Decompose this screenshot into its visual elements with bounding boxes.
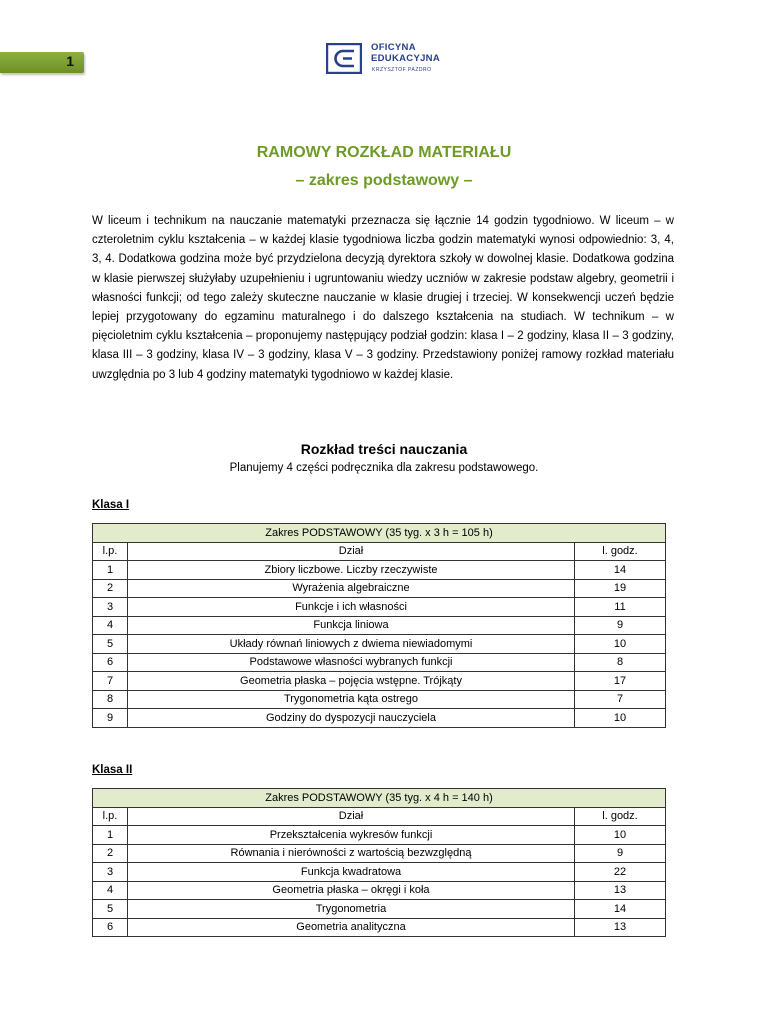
- cell-godz: 8: [575, 653, 666, 672]
- header-lp: l.p.: [93, 542, 128, 561]
- cell-lp: 7: [93, 672, 128, 691]
- table-row: [93, 900, 666, 919]
- table-row: [93, 672, 666, 691]
- table-row: [93, 881, 666, 900]
- klasa-2-table: [92, 788, 666, 937]
- cell-dzial: Geometria płaska – okręgi i koła: [128, 881, 575, 900]
- table-row: [93, 709, 666, 728]
- cell-dzial: Funkcje i ich własności: [128, 598, 575, 617]
- section-subheading: Planujemy 4 części podręcznika dla zakresu podstawowego.: [229, 462, 539, 474]
- cell-dzial: Godziny do dyspozycji nauczyciela: [128, 709, 575, 728]
- table-row: [93, 826, 666, 845]
- cell-lp: 5: [93, 635, 128, 654]
- table-row: [93, 653, 666, 672]
- cell-godz: 14: [575, 561, 666, 580]
- cell-godz: 9: [575, 616, 666, 635]
- table-row: [93, 863, 666, 882]
- table-row: [93, 690, 666, 709]
- cell-dzial: Podstawowe własności wybranych funkcji: [128, 653, 575, 672]
- cell-lp: 9: [93, 709, 128, 728]
- header-lp: l.p.: [93, 807, 128, 826]
- cell-dzial: Wyrażenia algebraiczne: [128, 579, 575, 598]
- intro-paragraph: W liceum i technikum na nauczanie matematyki przeznacza się łącznie 14 godzin tygodniowo. W liceum – w czteroletnim cyklu kształcenia – w każdej klasie tygodniowa liczba godzin matematyki wynosi odpowiednio: 3, 4, 3, 4. Dodatkowa godzina może być przydzielona decyzją dyrektora szkoły w dowolnej klasie. Dodatkowa godzina w klasie pierwszej służyłaby uzupełnieniu i ugruntowaniu wiedzy uczniów w zakresie podstaw algebry, geometrii i własności funkcji; od tego zależy skuteczne nauczanie w klasie drugiej i trzeciej. W konsekwencji uczeń będzie lepiej przygotowany do egzaminu maturalnego i do dalszego kształcenia na studiach. W technikum – w pięcioletnim cyklu kształcenia – proponujemy następujący podział godzin: klasa I – 2 godziny, klasa II – 3 godziny, klasa III – 3 godziny, klasa IV – 3 godziny, klasa V – 3 godziny. Przedstawiony poniżej ramowy rozkład materiału uwzględnia po 3 lub 4 godziny matematyki tygodniowo w każdej klasie.: [92, 215, 674, 381]
- header-godz: l. godz.: [575, 542, 666, 561]
- table-row: [93, 844, 666, 863]
- table-row: [93, 579, 666, 598]
- page-number: 1: [66, 53, 74, 69]
- cell-dzial: Geometria płaska – pojęcia wstępne. Trójkąty: [128, 672, 575, 691]
- klasa-1-table: [92, 523, 666, 728]
- cell-lp: 3: [93, 598, 128, 617]
- page-number-tab: [0, 52, 84, 73]
- document-subtitle: – zakres podstawowy –: [295, 172, 473, 189]
- klasa-2-label: Klasa II: [92, 764, 133, 776]
- logo-line-1: OFICYNA: [371, 42, 416, 53]
- cell-lp: 2: [93, 844, 128, 863]
- table-row: [93, 616, 666, 635]
- table-row: [93, 918, 666, 937]
- cell-lp: 4: [93, 881, 128, 900]
- cell-godz: 9: [575, 844, 666, 863]
- logo-line-3: KRZYSZTOF PAZDRO: [372, 67, 432, 73]
- table-row: [93, 561, 666, 580]
- cell-godz: 10: [575, 635, 666, 654]
- cell-lp: 2: [93, 579, 128, 598]
- cell-godz: 10: [575, 709, 666, 728]
- cell-lp: 8: [93, 690, 128, 709]
- logo-oe-icon: [326, 43, 362, 74]
- table-caption: Zakres PODSTAWOWY (35 tyg. x 3 h = 105 h): [93, 524, 666, 543]
- cell-lp: 6: [93, 653, 128, 672]
- cell-lp: 5: [93, 900, 128, 919]
- cell-dzial: Równania i nierówności z wartością bezwzględną: [128, 844, 575, 863]
- cell-dzial: Układy równań liniowych z dwiema niewiadomymi: [128, 635, 575, 654]
- cell-dzial: Przekształcenia wykresów funkcji: [128, 826, 575, 845]
- cell-lp: 6: [93, 918, 128, 937]
- cell-dzial: Geometria analityczna: [128, 918, 575, 937]
- cell-godz: 22: [575, 863, 666, 882]
- cell-dzial: Funkcja liniowa: [128, 616, 575, 635]
- publisher-logo: [326, 41, 456, 77]
- cell-godz: 13: [575, 881, 666, 900]
- table-row: [93, 635, 666, 654]
- klasa-1-label: Klasa I: [92, 499, 130, 511]
- cell-godz: 7: [575, 690, 666, 709]
- cell-dzial: Trygonometria kąta ostrego: [128, 690, 575, 709]
- cell-godz: 11: [575, 598, 666, 617]
- header-godz: l. godz.: [575, 807, 666, 826]
- cell-lp: 3: [93, 863, 128, 882]
- cell-dzial: Trygonometria: [128, 900, 575, 919]
- section-heading: Rozkład treści nauczania: [300, 441, 468, 457]
- header-dzial: Dział: [128, 542, 575, 561]
- table-row: [93, 598, 666, 617]
- cell-godz: 19: [575, 579, 666, 598]
- cell-godz: 17: [575, 672, 666, 691]
- cell-godz: 14: [575, 900, 666, 919]
- cell-lp: 4: [93, 616, 128, 635]
- header-dzial: Dział: [128, 807, 575, 826]
- document-title: RAMOWY ROZKŁAD MATERIAŁU: [256, 144, 512, 161]
- cell-dzial: Zbiory liczbowe. Liczby rzeczywiste: [128, 561, 575, 580]
- cell-lp: 1: [93, 561, 128, 580]
- cell-godz: 13: [575, 918, 666, 937]
- cell-godz: 10: [575, 826, 666, 845]
- logo-line-2: EDUKACYJNA: [371, 53, 440, 64]
- cell-lp: 1: [93, 826, 128, 845]
- cell-dzial: Funkcja kwadratowa: [128, 863, 575, 882]
- table-caption: Zakres PODSTAWOWY (35 tyg. x 4 h = 140 h): [93, 789, 666, 808]
